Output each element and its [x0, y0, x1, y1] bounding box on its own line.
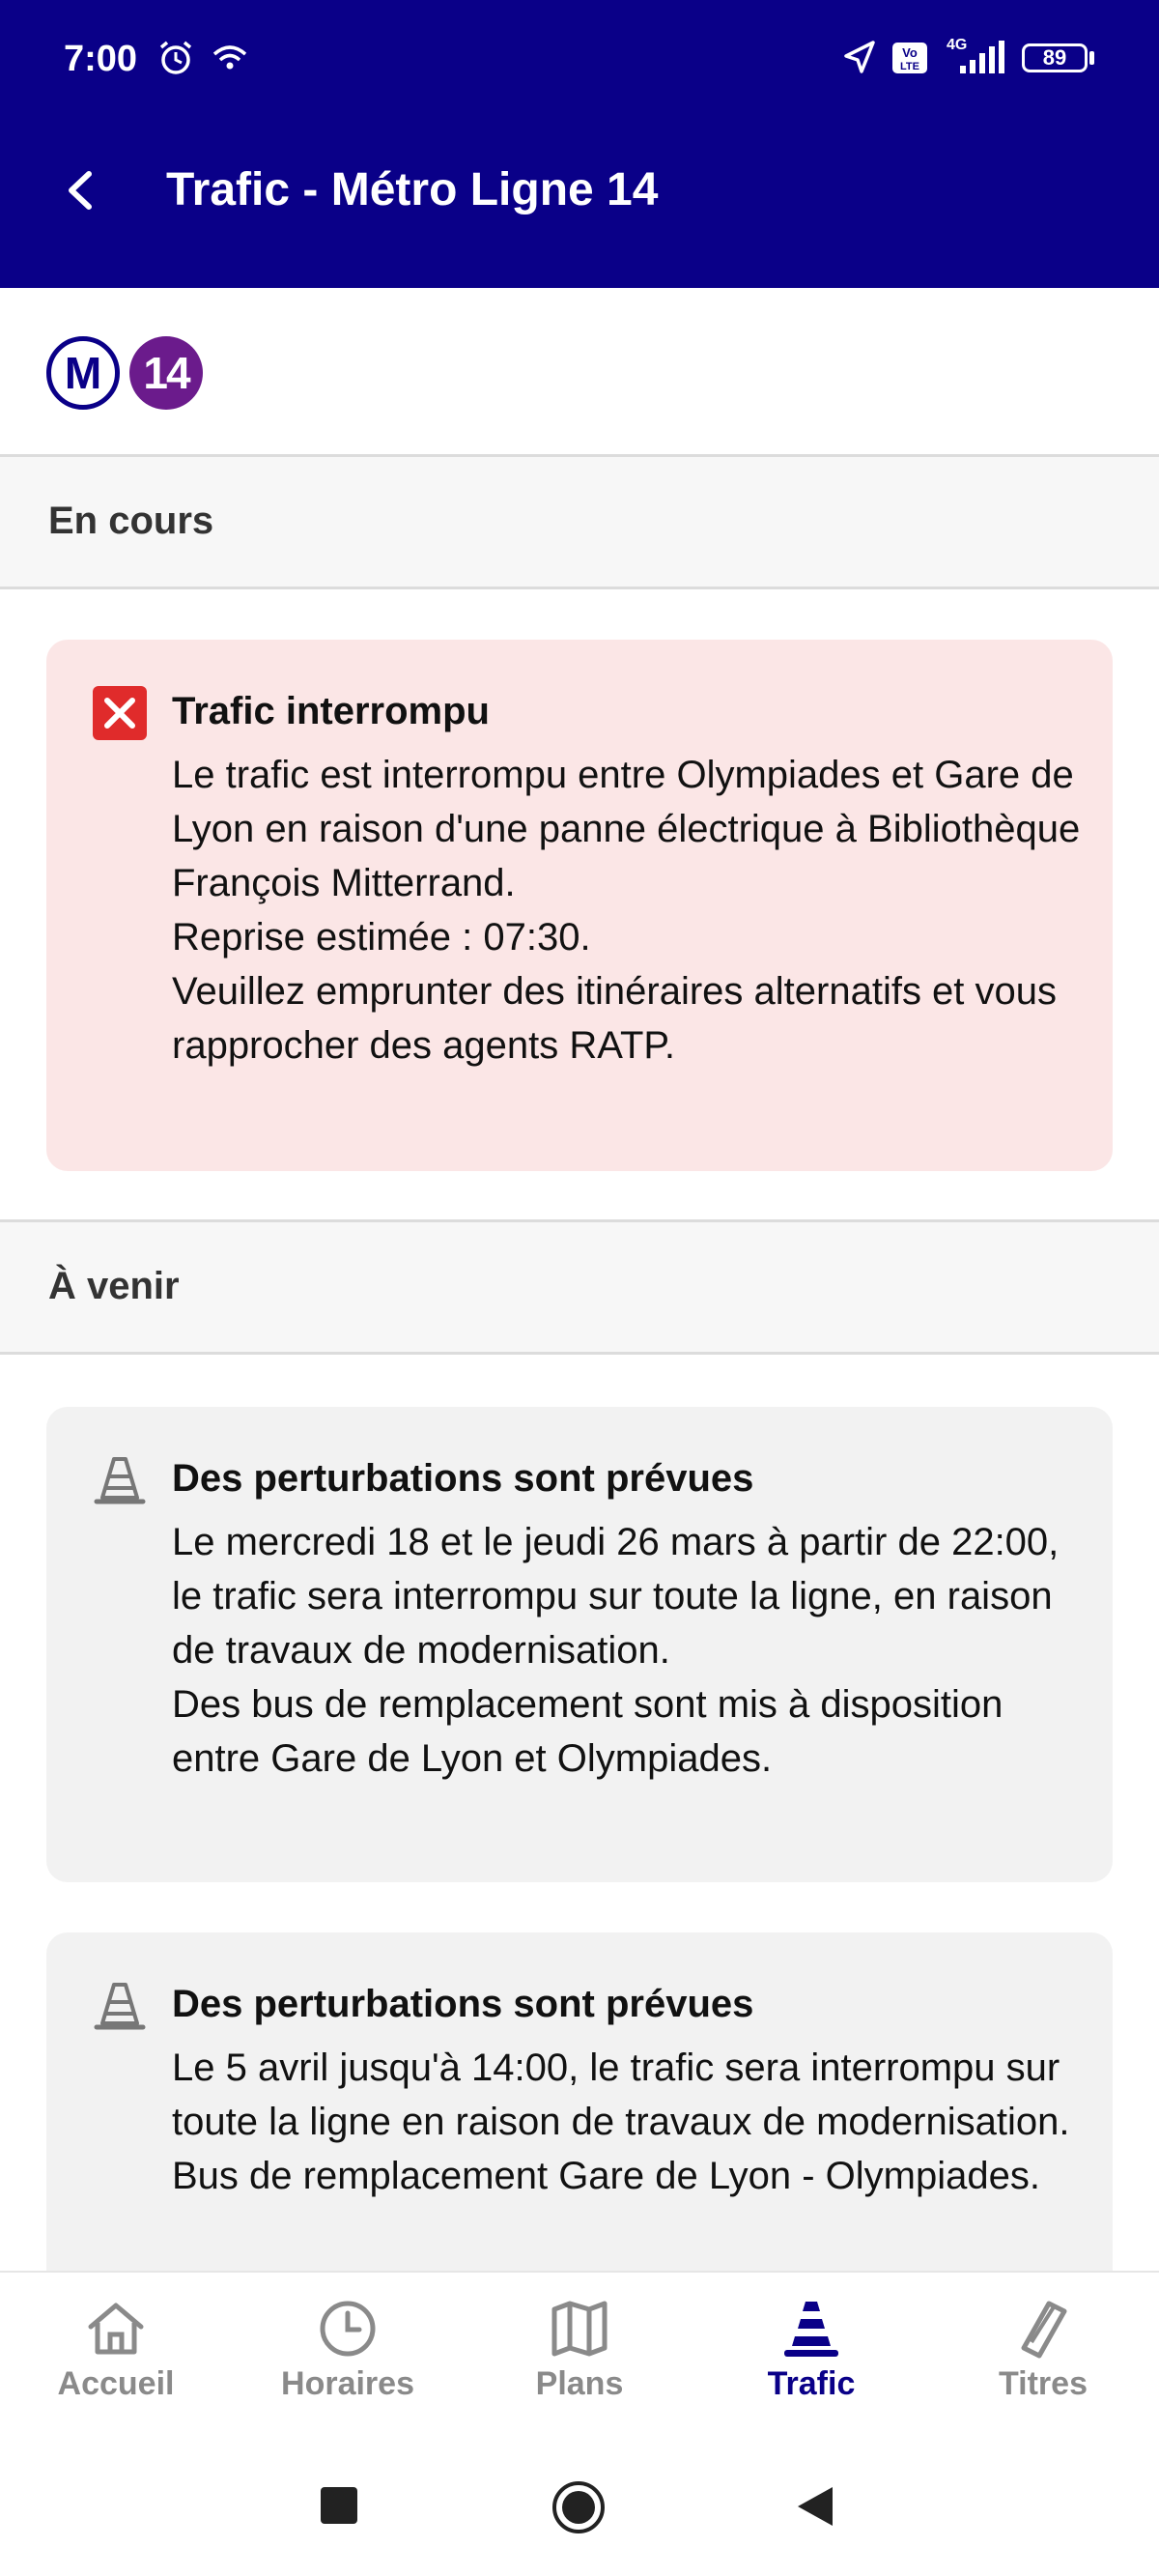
nav-label: Plans: [535, 2365, 624, 2402]
map-icon: [549, 2298, 610, 2360]
card-body-line: Le 5 avril jusqu'à 14:00, le trafic sera interrompu sur toute la ligne en raison de travaux de modernisation.: [172, 2046, 1070, 2143]
card-body-line: Bus de remplacement Gare de Lyon - Olympiades.: [172, 2155, 1040, 2197]
bottom-navigation: [0, 2271, 1159, 2439]
nav-label: Titres: [999, 2365, 1088, 2402]
metro-mode-badge: M: [46, 336, 120, 410]
nav-label: Horaires: [281, 2365, 414, 2402]
svg-text:LTE: LTE: [900, 61, 919, 72]
volte-icon: [890, 39, 929, 77]
wifi-icon: [211, 39, 249, 77]
card-body: [172, 748, 1099, 1073]
battery-tip: [1089, 51, 1094, 65]
status-bar: [0, 0, 1159, 121]
nav-item-horaires[interactable]: [232, 2273, 464, 2439]
nav-item-accueil[interactable]: [0, 2273, 232, 2439]
alarm-icon: [156, 39, 195, 77]
home-button-icon[interactable]: [551, 2479, 607, 2535]
page-title: Trafic - Métro Ligne 14: [166, 164, 659, 215]
status-time: 7:00: [64, 39, 138, 79]
line-number-badge: 14: [129, 336, 203, 410]
card-title: Des perturbations sont prévues: [172, 1983, 754, 2025]
nav-label: Accueil: [57, 2365, 175, 2402]
recent-apps-icon[interactable]: [319, 2485, 359, 2526]
clock-icon: [317, 2298, 379, 2360]
card-body-line: Des bus de remplacement sont mis à disposition entre Gare de Lyon et Olympiades.: [172, 1683, 1004, 1780]
card-body: [172, 2041, 1099, 2203]
section-header-upcoming: [0, 1219, 1159, 1355]
card-body-line: Reprise estimée : 07:30.: [172, 916, 591, 959]
traffic-cone-icon: [93, 1979, 147, 2033]
svg-text:Vo: Vo: [902, 45, 918, 60]
nav-item-plans[interactable]: [464, 2273, 695, 2439]
section-header-current: [0, 454, 1159, 589]
battery-icon: [1022, 43, 1088, 72]
traffic-cone-icon: [93, 1453, 147, 1507]
card-body-line: Veuillez emprunter des itinéraires alternatifs et vous rapprocher des agents RATP.: [172, 970, 1058, 1067]
system-navigation-bar: [0, 2437, 1159, 2576]
home-icon: [85, 2298, 147, 2360]
card-body: [172, 1515, 1099, 1786]
section-label-current: En cours: [48, 500, 214, 542]
card-body-line: Le trafic est interrompu entre Olympiades et Gare de Lyon en raison d'une panne électrique à Bibliothèque François Mitterrand.: [172, 754, 1081, 904]
ticket-icon: [1012, 2298, 1074, 2360]
signal-icon: [958, 39, 1006, 77]
card-title: Trafic interrompu: [172, 690, 490, 732]
nav-item-titres[interactable]: [927, 2273, 1159, 2439]
network-type: 4G: [947, 37, 968, 53]
nav-item-trafic[interactable]: [695, 2273, 927, 2439]
battery-level: 89: [1042, 45, 1067, 70]
card-title: Des perturbations sont prévues: [172, 1457, 754, 1500]
disruption-card-upcoming[interactable]: [46, 1407, 1113, 1882]
back-button-icon[interactable]: [794, 2483, 836, 2530]
app-bar: [0, 121, 1159, 288]
location-arrow-icon: [840, 39, 879, 77]
disruption-card-current[interactable]: [46, 640, 1113, 1171]
back-arrow-icon[interactable]: [58, 166, 106, 215]
error-cross-icon: [93, 686, 147, 740]
traffic-cone-icon: [780, 2298, 842, 2360]
nav-label: Trafic: [767, 2365, 856, 2402]
card-body-line: Le mercredi 18 et le jeudi 26 mars à partir de 22:00, le trafic sera interrompu sur toute la ligne, en raison de travaux de modernisation.: [172, 1521, 1060, 1672]
section-label-upcoming: À venir: [48, 1265, 180, 1307]
